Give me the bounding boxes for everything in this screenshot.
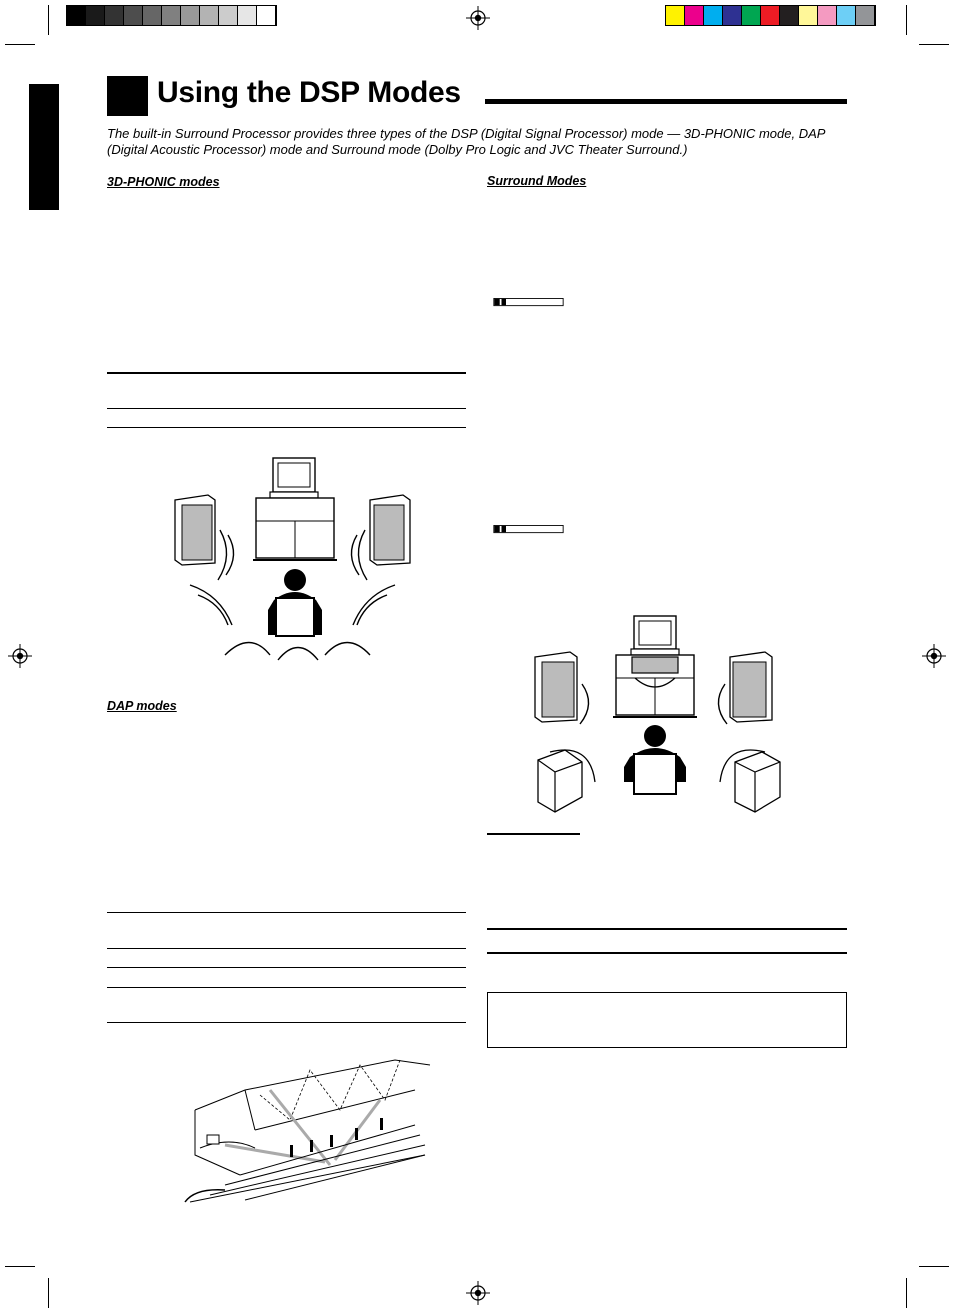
surround-table-rule-2 xyxy=(487,952,847,954)
gray-swatch-9 xyxy=(238,6,257,25)
heading-3d-phonic: 3D-PHONIC modes xyxy=(107,175,220,189)
crop-mark-tl-h xyxy=(5,44,35,45)
crop-mark-bl-h xyxy=(5,1266,35,1267)
color-swatch-0 xyxy=(666,6,685,25)
section-number-box xyxy=(107,76,148,116)
crop-mark-tl-v xyxy=(48,5,49,35)
surround-illustration xyxy=(530,612,785,817)
note-heading-rule xyxy=(487,833,580,835)
mode-indicator-icon xyxy=(490,298,567,307)
gray-swatch-3 xyxy=(124,6,143,25)
color-swatch-8 xyxy=(818,6,837,25)
gray-swatch-4 xyxy=(143,6,162,25)
crop-mark-bl-v xyxy=(48,1278,49,1308)
color-swatch-7 xyxy=(799,6,818,25)
concert-hall-illustration xyxy=(185,1050,435,1205)
dap-table-rule-3 xyxy=(107,967,466,968)
gray-swatch-0 xyxy=(67,6,86,25)
color-swatch-4 xyxy=(742,6,761,25)
dap-table-rule-5 xyxy=(107,1022,466,1023)
table-rule-mid xyxy=(107,408,466,409)
registration-mark-top-icon xyxy=(466,6,490,30)
gray-swatch-6 xyxy=(181,6,200,25)
color-swatch-9 xyxy=(837,6,856,25)
table-rule-bottom xyxy=(107,427,466,428)
gray-swatch-8 xyxy=(219,6,238,25)
intro-paragraph: The built-in Surround Processor provides three types of the DSP (Digital Signal Processor) mode — 3D-PHONIC mode, DAP (Digital Acoustic Processor) mode and Surround mode (Dolby Pro Logic and JVC Theater Surround.) xyxy=(107,126,825,157)
gray-swatch-10 xyxy=(257,6,276,25)
dap-table-rule-4 xyxy=(107,987,466,988)
heading-surround-modes: Surround Modes xyxy=(487,174,587,188)
gray-swatch-2 xyxy=(105,6,124,25)
color-swatch-1 xyxy=(685,6,704,25)
gray-swatch-1 xyxy=(86,6,105,25)
crop-mark-br-h xyxy=(919,1266,949,1267)
registration-mark-left-icon xyxy=(8,644,32,668)
registration-mark-right-icon xyxy=(922,644,946,668)
registration-mark-bottom-icon xyxy=(466,1281,490,1305)
color-swatch-6 xyxy=(780,6,799,25)
heading-dap: DAP modes xyxy=(107,699,177,713)
dap-table-rule-1 xyxy=(107,912,466,913)
crop-mark-br-v xyxy=(906,1278,907,1308)
3d-phonic-illustration xyxy=(170,455,420,665)
page-title: Using the DSP Modes xyxy=(157,76,461,109)
note-box xyxy=(487,992,847,1048)
gray-scale-bar xyxy=(66,5,277,26)
color-bar xyxy=(665,5,876,26)
gray-swatch-5 xyxy=(162,6,181,25)
crop-mark-tr-h xyxy=(919,44,949,45)
mode-indicator-icon-2 xyxy=(490,525,567,534)
gray-swatch-7 xyxy=(200,6,219,25)
dap-table-rule-2 xyxy=(107,948,466,949)
table-rule-top xyxy=(107,372,466,374)
surround-table-rule-1 xyxy=(487,928,847,930)
title-rule xyxy=(485,99,847,104)
color-swatch-5 xyxy=(761,6,780,25)
language-side-tab xyxy=(29,84,59,210)
color-swatch-2 xyxy=(704,6,723,25)
color-swatch-10 xyxy=(856,6,875,25)
color-swatch-3 xyxy=(723,6,742,25)
crop-mark-tr-v xyxy=(906,5,907,35)
